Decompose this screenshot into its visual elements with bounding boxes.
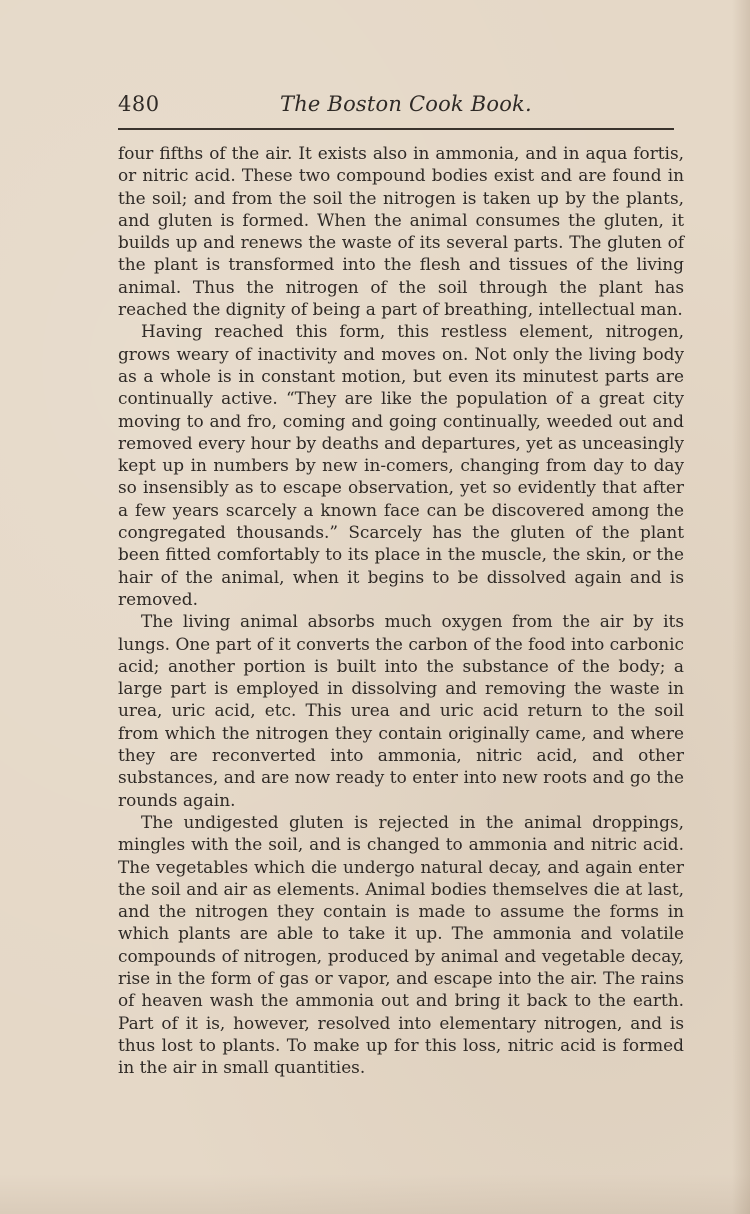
page-header: [118, 92, 678, 122]
paragraph: Having reached this form, this restless element, nitrogen, grows weary of inactivity and moves on. Not only the living body as a whole is in constant motion, but even its minutest parts are continually active. “They are like the population of a great city moving to and fro, coming and going continually, weeded out and removed every hour by deaths and departures, yet as unceasingly kept up in numbers by new in-comers, changing from day to day so insensibly as to escape observation, yet so evidently that after a few years scarcely a known face can be discovered among the congregated thousands.” Scarcely has the gluten of the plant been fitted comfortably to its place in the muscle, the skin, or the hair of the animal, when it begins to be dissolved again and is removed.: [118, 321, 684, 609]
paragraph: The living animal absorbs much oxygen from the air by its lungs. One part of it converts the carbon of the food into carbonic acid; another portion is built into the substance of the body; a large part is employed in dissolving and removing the waste in urea, uric acid, etc. This urea and uric acid return to the soil from which the nitrogen they contain originally came, and where they are reconverted into ammonia, nitric acid, and other substances, and are now ready to enter into new roots and go the rounds again.: [118, 611, 684, 810]
page-edge-shadow: [732, 0, 750, 1214]
page-bottom-shadow: [0, 1174, 750, 1214]
body-text: [118, 142, 684, 1078]
page-number: 480: [118, 92, 160, 116]
paragraph-continued: four fifths of the air. It exists also in ammonia, and in aqua fortis, or nitric acid. These two compound bodies exist and are found in the soil; and from the soil the nitrogen is taken up by the plants, and gluten is formed. When the animal consumes the gluten, it builds up and renews the waste of its several parts. The gluten of the plant is transformed into the flesh and tissues of the living animal. Thus the nitrogen of the soil through the plant has reached the dignity of being a part of breathing, intellectual man.: [118, 143, 684, 320]
paragraph: The undigested gluten is rejected in the animal droppings, mingles with the soil, and is changed to ammonia and nitric acid. The vegetables which die undergo natural decay, and again enter the soil and air as elements. Animal bodies themselves die at last, and the nitrogen they contain is made to assume the forms in which plants are able to take it up. The ammonia and volatile compounds of nitrogen, produced by animal and vegetable decay, rise in the form of gas or vapor, and escape into the air. The rains of heaven wash the ammonia out and bring it back to the earth. Part of it is, however, resolved into elementary nitrogen, and is thus lost to plants. To make up for this loss, nitric acid is formed in the air in small quantities.: [118, 811, 684, 1078]
running-title: The Boston Cook Book.: [280, 92, 532, 116]
header-rule: [118, 128, 674, 130]
